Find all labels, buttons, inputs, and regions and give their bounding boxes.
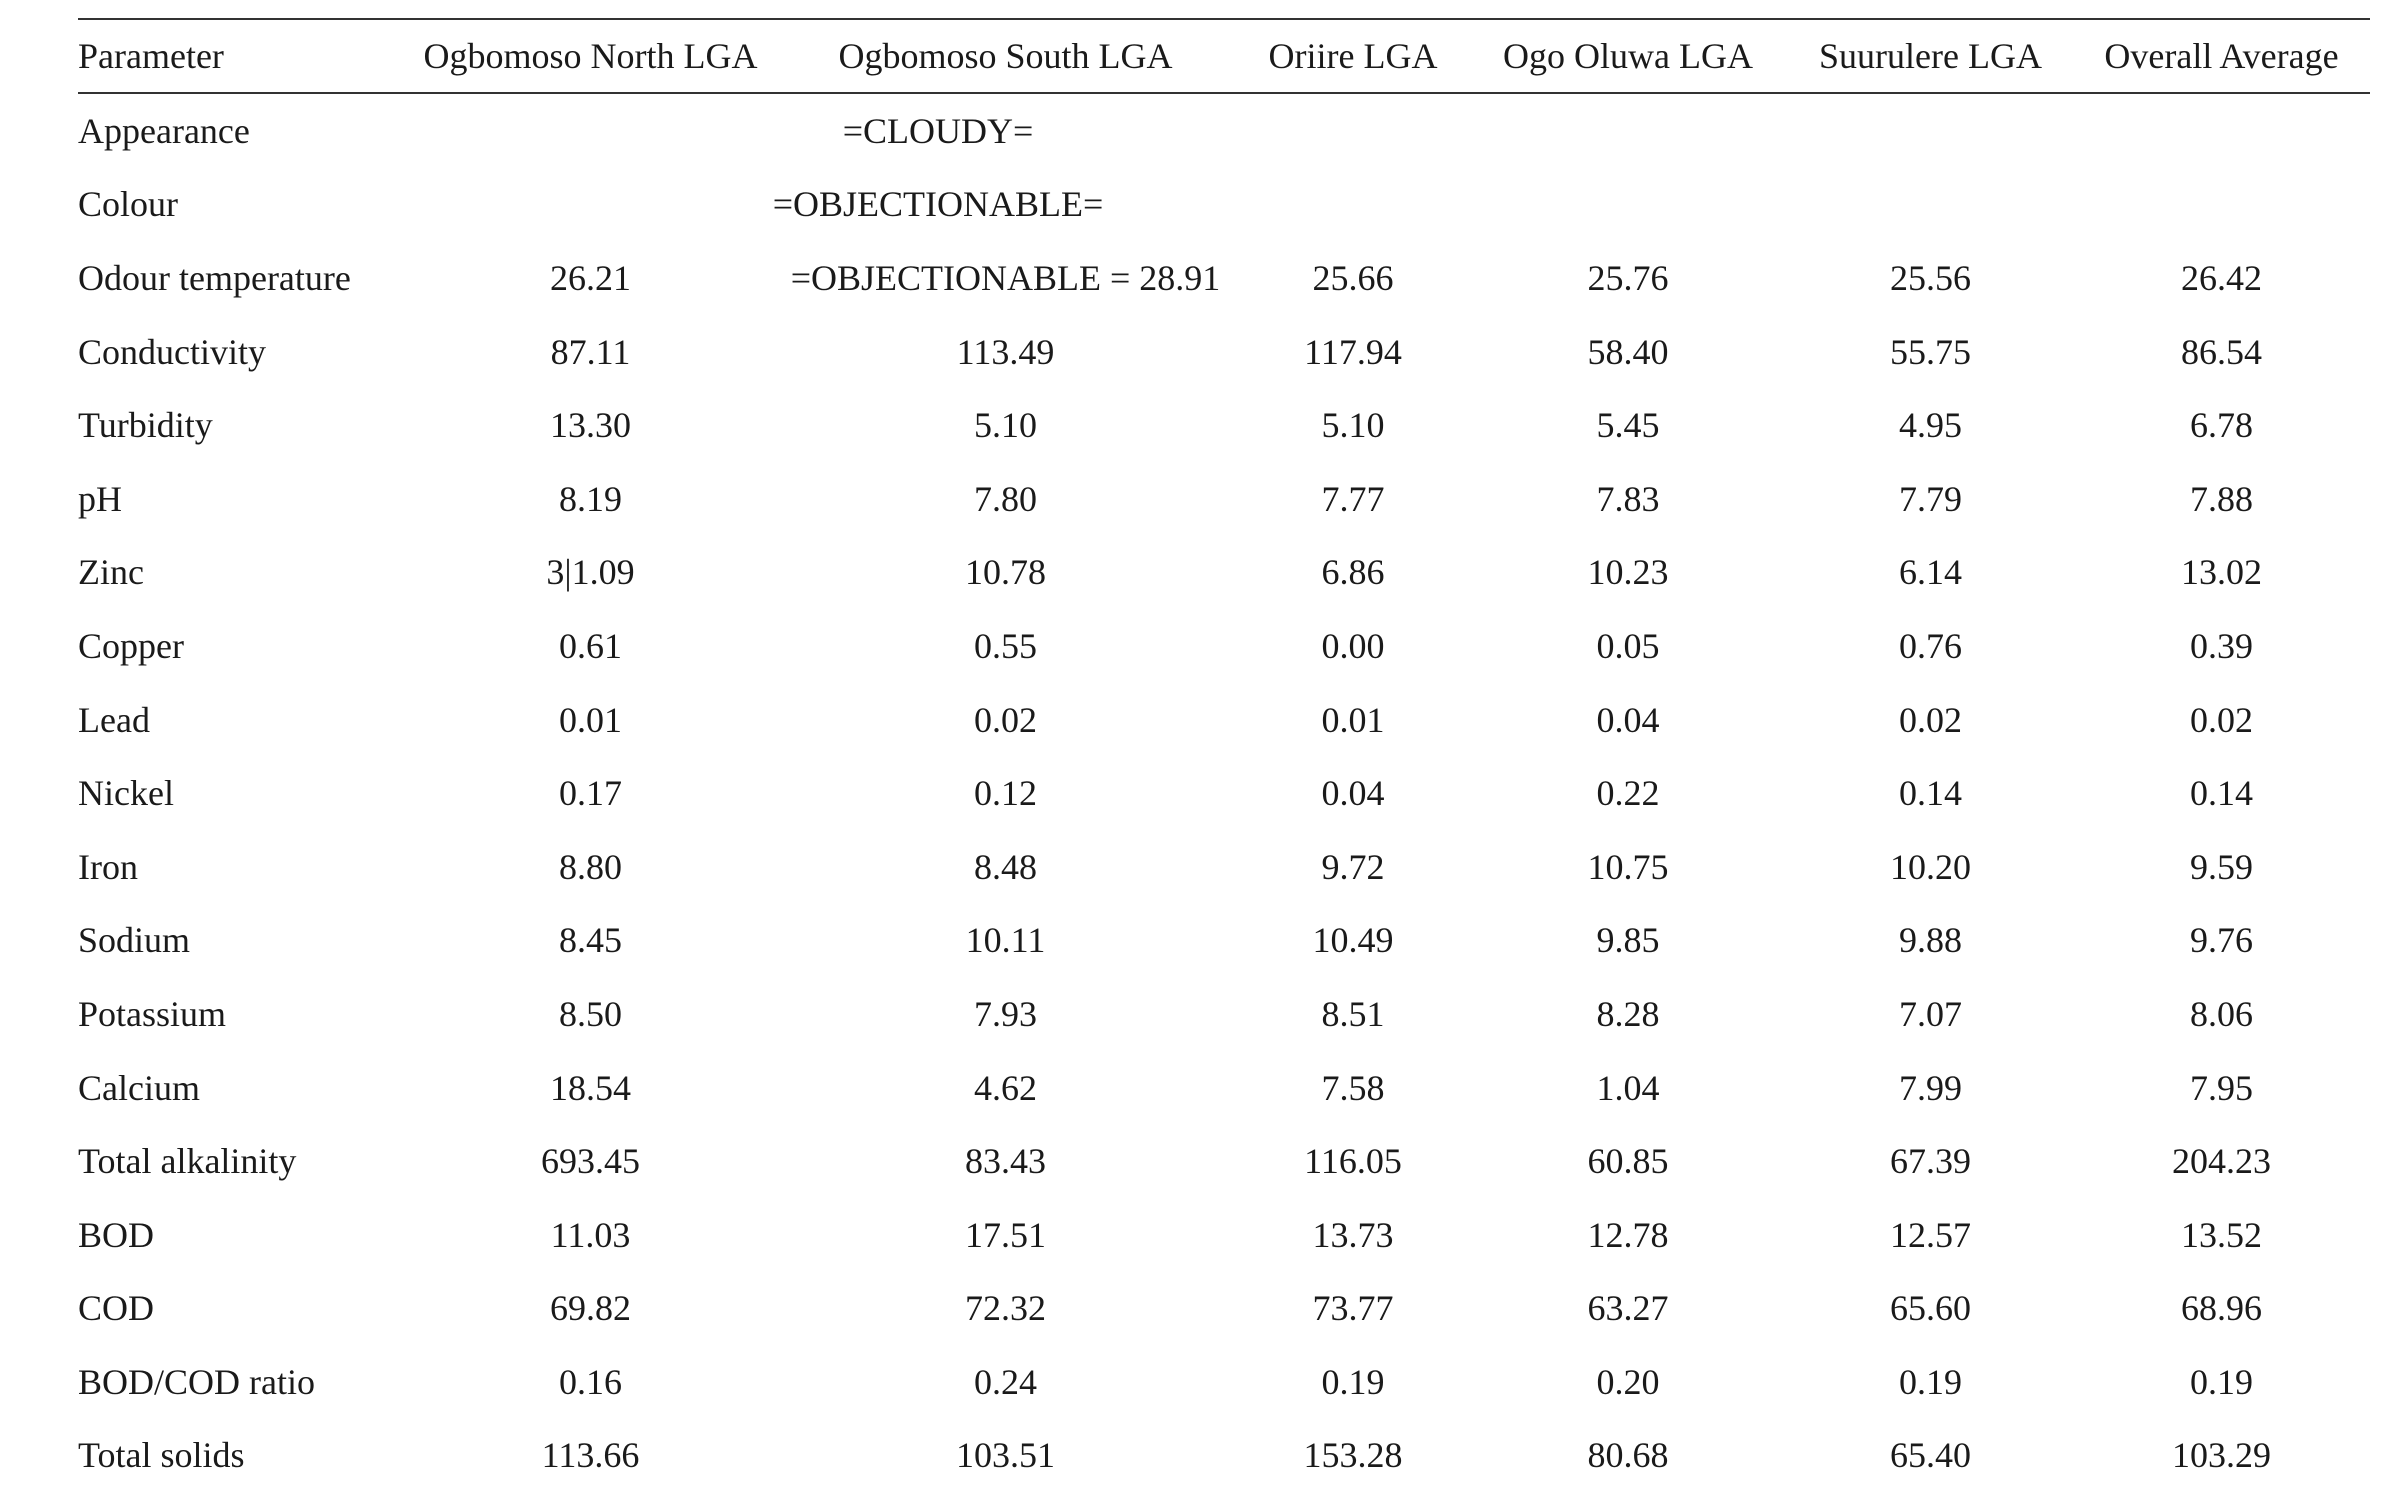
table-row	[78, 1419, 2370, 1493]
value-cell-oriire: 7.58	[1321, 1067, 1385, 1108]
table-row	[78, 1345, 2370, 1419]
value-cell-south: 0.02	[974, 699, 1037, 740]
parameter-cell: Lead	[78, 699, 150, 740]
value-cell-oriire: 6.86	[1321, 552, 1385, 593]
value-cell-ogo-oluwa: 60.85	[1587, 1141, 1669, 1182]
value-cell-south: 8.48	[974, 846, 1037, 887]
value-cell-ogo-oluwa: 58.40	[1587, 331, 1669, 372]
value-cell-south: 0.24	[974, 1361, 1037, 1402]
value-cell-south: 5.10	[974, 405, 1037, 446]
value-cell-north: 13.30	[550, 405, 631, 446]
parameter-cell: Iron	[78, 846, 138, 887]
value-cell-oriire: 5.10	[1321, 405, 1385, 446]
value-cell-oriire: 9.72	[1321, 846, 1385, 887]
value-cell-north: 8.50	[559, 993, 622, 1034]
empty-cell	[2073, 93, 2370, 168]
parameter-cell: Sodium	[78, 920, 191, 961]
header-overall-average: Overall Average	[2104, 36, 2339, 76]
value-cell-average: 68.96	[2181, 1288, 2262, 1329]
value-cell-suurulere: 0.19	[1899, 1361, 1962, 1402]
value-cell-average: 7.88	[2190, 478, 2253, 519]
table-row	[78, 1272, 2370, 1346]
header-oriire: Oriire LGA	[1268, 36, 1438, 76]
value-cell-north: 8.80	[559, 846, 622, 887]
value-cell-suurulere: 65.40	[1890, 1435, 1971, 1476]
table-row	[78, 462, 2370, 536]
value-cell-suurulere: 0.02	[1899, 699, 1962, 740]
value-cell-south: 4.62	[974, 1067, 1037, 1108]
parameter-cell: BOD	[78, 1214, 155, 1255]
value-cell-ogo-oluwa: 5.45	[1596, 405, 1660, 446]
value-cell-average: 0.39	[2190, 625, 2253, 666]
value-cell-oriire: 0.19	[1321, 1361, 1385, 1402]
value-cell-average: 86.54	[2181, 331, 2262, 372]
table-row	[78, 1124, 2370, 1198]
parameter-cell: Nickel	[78, 773, 174, 814]
value-cell-suurulere: 65.60	[1890, 1288, 1971, 1329]
value-cell-south: 10.78	[965, 552, 1046, 593]
value-cell-north: 0.17	[559, 773, 622, 814]
value-cell-ogo-oluwa: 0.05	[1596, 625, 1660, 666]
value-cell-average: 6.78	[2190, 405, 2253, 446]
table-row	[78, 904, 2370, 978]
parameter-cell: Conductivity	[78, 331, 266, 372]
table-row	[78, 1198, 2370, 1272]
value-cell-suurulere: 0.14	[1899, 773, 1962, 814]
table-row	[78, 977, 2370, 1051]
value-cell-north: 8.19	[559, 478, 622, 519]
value-cell-suurulere: 0.76	[1899, 625, 1962, 666]
value-cell-average: 0.14	[2190, 773, 2253, 814]
table-row	[78, 830, 2370, 904]
value-cell-north: 87.11	[550, 331, 631, 372]
value-cell-ogo-oluwa: 63.27	[1587, 1288, 1669, 1329]
value-cell-ogo-oluwa: 1.04	[1596, 1067, 1660, 1108]
value-cell-south: 17.51	[965, 1214, 1046, 1255]
value-cell-suurulere: 55.75	[1890, 331, 1971, 372]
value-cell-average: 9.59	[2190, 846, 2253, 887]
value-cell-north: 26.21	[550, 257, 631, 298]
value-cell-north: 0.61	[559, 625, 622, 666]
parameter-cell: Calcium	[78, 1067, 200, 1108]
value-cell-average: 204.23	[2172, 1141, 2271, 1182]
value-cell-suurulere: 9.88	[1899, 920, 1962, 961]
value-cell-south: 10.11	[965, 920, 1046, 961]
header-parameter: Parameter	[78, 36, 224, 76]
header-ogbomoso-north: Ogbomoso North LGA	[423, 36, 758, 76]
empty-cell	[1788, 168, 2073, 242]
value-cell-oriire: 73.77	[1312, 1288, 1394, 1329]
value-cell-north: 8.45	[559, 920, 622, 961]
parameter-cell: Colour	[78, 184, 179, 225]
value-cell-north: 0.01	[559, 699, 622, 740]
colour-value: =OBJECTIONABLE=	[772, 184, 1104, 225]
value-cell-ogo-oluwa: 9.85	[1596, 920, 1660, 961]
value-cell-oriire: 10.49	[1312, 920, 1394, 961]
parameter-cell: Turbidity	[78, 405, 213, 446]
parameter-cell: Zinc	[78, 552, 144, 593]
data-table-container	[78, 18, 2370, 1492]
parameter-cell: Copper	[78, 625, 184, 666]
value-cell-average: 13.02	[2181, 552, 2262, 593]
header-ogbomoso-south: Ogbomoso South LGA	[838, 36, 1173, 76]
value-cell-oriire: 7.77	[1321, 478, 1385, 519]
value-cell-north: 3|1.09	[546, 552, 635, 593]
value-cell-average: 9.76	[2190, 920, 2253, 961]
value-cell-oriire: 116.05	[1304, 1141, 1402, 1182]
value-cell-ogo-oluwa: 7.83	[1596, 478, 1660, 519]
table-row-odour-temperature	[78, 241, 2370, 315]
parameter-cell: BOD/COD ratio	[78, 1361, 315, 1402]
value-cell-suurulere: 7.07	[1899, 993, 1962, 1034]
value-cell-south: 0.12	[974, 773, 1037, 814]
value-cell-oriire: 8.51	[1321, 993, 1385, 1034]
value-cell-average: 8.06	[2190, 993, 2253, 1034]
value-cell-suurulere: 10.20	[1890, 846, 1971, 887]
table-row	[78, 609, 2370, 683]
parameter-cell: Appearance	[78, 110, 250, 151]
value-cell-north: 113.66	[541, 1435, 640, 1476]
value-cell-south: 0.55	[974, 625, 1037, 666]
parameter-cell: Potassium	[78, 993, 227, 1034]
table-row	[78, 536, 2370, 610]
value-cell-north: 693.45	[541, 1141, 640, 1182]
table-row	[78, 315, 2370, 389]
table-row	[78, 756, 2370, 830]
value-cell-south: 7.93	[974, 993, 1037, 1034]
value-cell-oriire: 25.66	[1312, 257, 1394, 298]
parameter-cell: Odour temperature	[78, 257, 351, 298]
header-ogo-oluwa: Ogo Oluwa LGA	[1503, 36, 1753, 76]
table-row	[78, 388, 2370, 462]
value-cell-oriire: 13.73	[1312, 1214, 1394, 1255]
value-cell-average: 103.29	[2172, 1435, 2271, 1476]
table-row	[78, 1051, 2370, 1125]
value-cell-oriire: 117.94	[1304, 331, 1402, 372]
value-cell-south: 83.43	[965, 1141, 1046, 1182]
value-cell-ogo-oluwa: 8.28	[1596, 993, 1660, 1034]
empty-cell	[1788, 93, 2073, 168]
value-cell-oriire: 0.01	[1321, 699, 1385, 740]
value-cell-south: 72.32	[965, 1288, 1046, 1329]
parameter-cell: Total solids	[78, 1435, 245, 1476]
water-quality-table	[78, 18, 2370, 1492]
value-cell-suurulere: 7.79	[1899, 478, 1962, 519]
table-row-appearance	[78, 93, 2370, 168]
empty-cell	[1468, 168, 1788, 242]
value-cell-suurulere: 6.14	[1899, 552, 1962, 593]
table-row-colour	[78, 168, 2370, 242]
parameter-cell: COD	[78, 1288, 155, 1329]
table-row	[78, 683, 2370, 757]
value-cell-north: 69.82	[550, 1288, 631, 1329]
value-cell-south: 113.49	[956, 331, 1055, 372]
value-cell-suurulere: 7.99	[1899, 1067, 1962, 1108]
value-cell-south: 7.80	[974, 478, 1037, 519]
value-cell-average: 13.52	[2181, 1214, 2262, 1255]
value-cell-ogo-oluwa: 25.76	[1587, 257, 1669, 298]
value-cell-average: 0.19	[2190, 1361, 2253, 1402]
value-cell-ogo-oluwa: 80.68	[1587, 1435, 1669, 1476]
value-cell-south: =OBJECTIONABLE = 28.91	[790, 257, 1221, 298]
appearance-value: =CLOUDY=	[842, 110, 1034, 151]
value-cell-oriire: 153.28	[1303, 1435, 1403, 1476]
value-cell-average: 7.95	[2190, 1067, 2253, 1108]
parameter-cell: Total alkalinity	[78, 1141, 297, 1182]
value-cell-ogo-oluwa: 0.20	[1596, 1361, 1660, 1402]
value-cell-oriire: 0.04	[1321, 773, 1385, 814]
value-cell-ogo-oluwa: 12.78	[1587, 1214, 1669, 1255]
value-cell-oriire: 0.00	[1321, 625, 1385, 666]
table-body	[78, 93, 2370, 1492]
value-cell-average: 0.02	[2190, 699, 2253, 740]
value-cell-ogo-oluwa: 10.23	[1587, 552, 1669, 593]
value-cell-ogo-oluwa: 0.22	[1596, 773, 1660, 814]
value-cell-suurulere: 67.39	[1890, 1141, 1971, 1182]
value-cell-average: 26.42	[2181, 257, 2262, 298]
value-cell-north: 0.16	[559, 1361, 622, 1402]
empty-cell	[2073, 168, 2370, 242]
value-cell-north: 18.54	[550, 1067, 631, 1108]
value-cell-suurulere: 25.56	[1890, 257, 1971, 298]
value-cell-south: 103.51	[956, 1435, 1055, 1476]
value-cell-ogo-oluwa: 10.75	[1587, 846, 1669, 887]
parameter-cell: pH	[78, 478, 122, 519]
header-suurulere: Suurulere LGA	[1819, 36, 2042, 76]
value-cell-suurulere: 4.95	[1899, 405, 1962, 446]
value-cell-suurulere: 12.57	[1890, 1214, 1971, 1255]
header-row	[78, 19, 2370, 93]
value-cell-north: 11.03	[550, 1214, 631, 1255]
empty-cell	[1468, 93, 1788, 168]
value-cell-ogo-oluwa: 0.04	[1596, 699, 1660, 740]
